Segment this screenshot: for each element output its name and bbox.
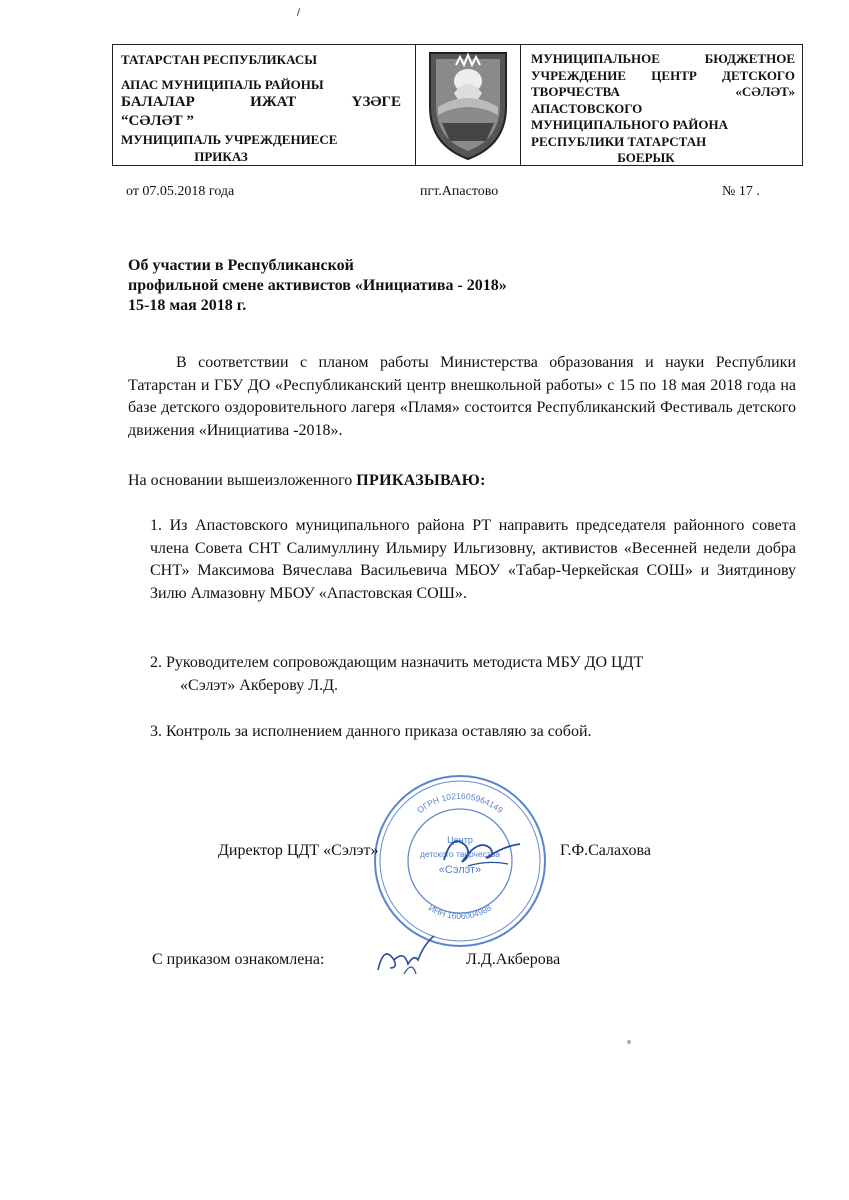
document-date: от 07.05.2018 года xyxy=(126,184,235,199)
subject-line-2: профильной смене активистов «Инициатива - 2018» xyxy=(128,277,507,294)
acknowledgement-signature xyxy=(374,930,438,978)
order-item-3: 3. Контроль за исполнением данного приказа оставляю за собой. xyxy=(150,723,592,740)
subject-line-1: Об участии в Республиканской xyxy=(128,257,354,274)
russian-line-3: ТВОРЧЕСТВА «СӘЛӘТ» xyxy=(531,84,795,99)
stamp-ogrn: ОГРН 1021605964149 xyxy=(415,790,506,816)
stamp-line-3: «Сэлэт» xyxy=(438,864,482,876)
stamp-line-1: Центр xyxy=(447,835,473,845)
order-item-1: 1. Из Апастовского муниципального района РТ направить председателя районного совета члена Совета СНТ Салимуллину Ильмиру Ильгизовну, активистов «Весенней недели добра СНТ» Максимова Вячеслава Васильевича МБОУ «Табар-Черкейская СОШ» и Зиятдинову Зилю Алмазовну МБОУ «Апастовская СОШ». xyxy=(150,517,796,602)
stamp-inn: ИНН 1606004988 xyxy=(426,902,494,922)
order-item-2-text: 2. Руководителем сопровождающим назначить методиста МБУ ДО ЦДТ xyxy=(150,654,644,671)
document-number: № 17 . xyxy=(722,184,760,199)
letterhead-russian xyxy=(531,51,797,167)
acknowledgement-name: Л.Д.Акберова xyxy=(466,951,561,968)
tatar-line-5: МУНИЦИПАЛЬ УЧРЕЖДЕНИЕСЕ xyxy=(121,132,338,147)
document-place: пгт.Апастово xyxy=(420,184,499,199)
coat-of-arms-emblem-icon xyxy=(416,45,520,165)
letterhead xyxy=(112,44,803,166)
letterhead-tatar xyxy=(121,51,409,165)
director-name: Г.Ф.Салахова xyxy=(560,842,651,859)
scan-dot xyxy=(627,1040,631,1044)
subject-line-3: 15-18 мая 2018 г. xyxy=(128,297,247,314)
russian-line-2: УЧРЕЖДЕНИЕ ЦЕНТР ДЕТСКОГО xyxy=(531,67,795,83)
tatar-line-3: БАЛАЛАР ИЖАТ ҮЗӘГЕ xyxy=(121,94,401,110)
russian-line-6: РЕСПУБЛИКИ ТАТАРСТАН xyxy=(531,133,707,149)
russian-line-7: БОЕРЫК xyxy=(617,150,675,165)
basis-text: На основании вышеизложенного xyxy=(128,472,357,489)
order-item-2-continuation: «Сэлэт» Акберову Л.Д. xyxy=(180,676,339,694)
order-word: ПРИКАЗЫВАЮ: xyxy=(356,472,486,489)
director-signature xyxy=(438,826,528,876)
acknowledgement-label: С приказом ознакомлена: xyxy=(152,951,325,968)
director-position: Директор ЦДТ «Сэлэт» xyxy=(218,842,379,859)
coat-of-arms xyxy=(415,45,521,165)
scan-mark xyxy=(297,8,300,16)
order-item-2 xyxy=(150,652,796,697)
russian-line-5: МУНИЦИПАЛЬНОГО РАЙОНА xyxy=(531,117,728,132)
tatar-line-1: ТАТАРСТАН РЕСПУБЛИКАСЫ xyxy=(121,52,317,67)
stamp-line-2: детского творчества xyxy=(419,849,501,859)
tatar-line-6: ПРИКАЗ xyxy=(194,149,248,164)
russian-line-4: АПАСТОВСКОГО xyxy=(531,100,643,116)
tatar-line-2: АПАС МУНИЦИПАЛЬ РАЙОНЫ xyxy=(121,77,324,92)
tatar-line-4: “СӘЛӘТ ” xyxy=(121,113,194,129)
document-subject xyxy=(128,256,507,316)
basis-line xyxy=(128,471,486,491)
russian-line-1: МУНИЦИПАЛЬНОЕ БЮДЖЕТНОЕ xyxy=(531,51,795,66)
preamble-paragraph: В соответствии с планом работы Министерства образования и науки Республики Татарстан и ГБУ ДО «Республиканский центр внешкольной работы» с 15 по 18 мая 2018 года на базе детского оздоровительного лагеря «Пламя» состоится Республиканский Фестиваль детского движения «Инициатива -2018». xyxy=(128,354,796,439)
